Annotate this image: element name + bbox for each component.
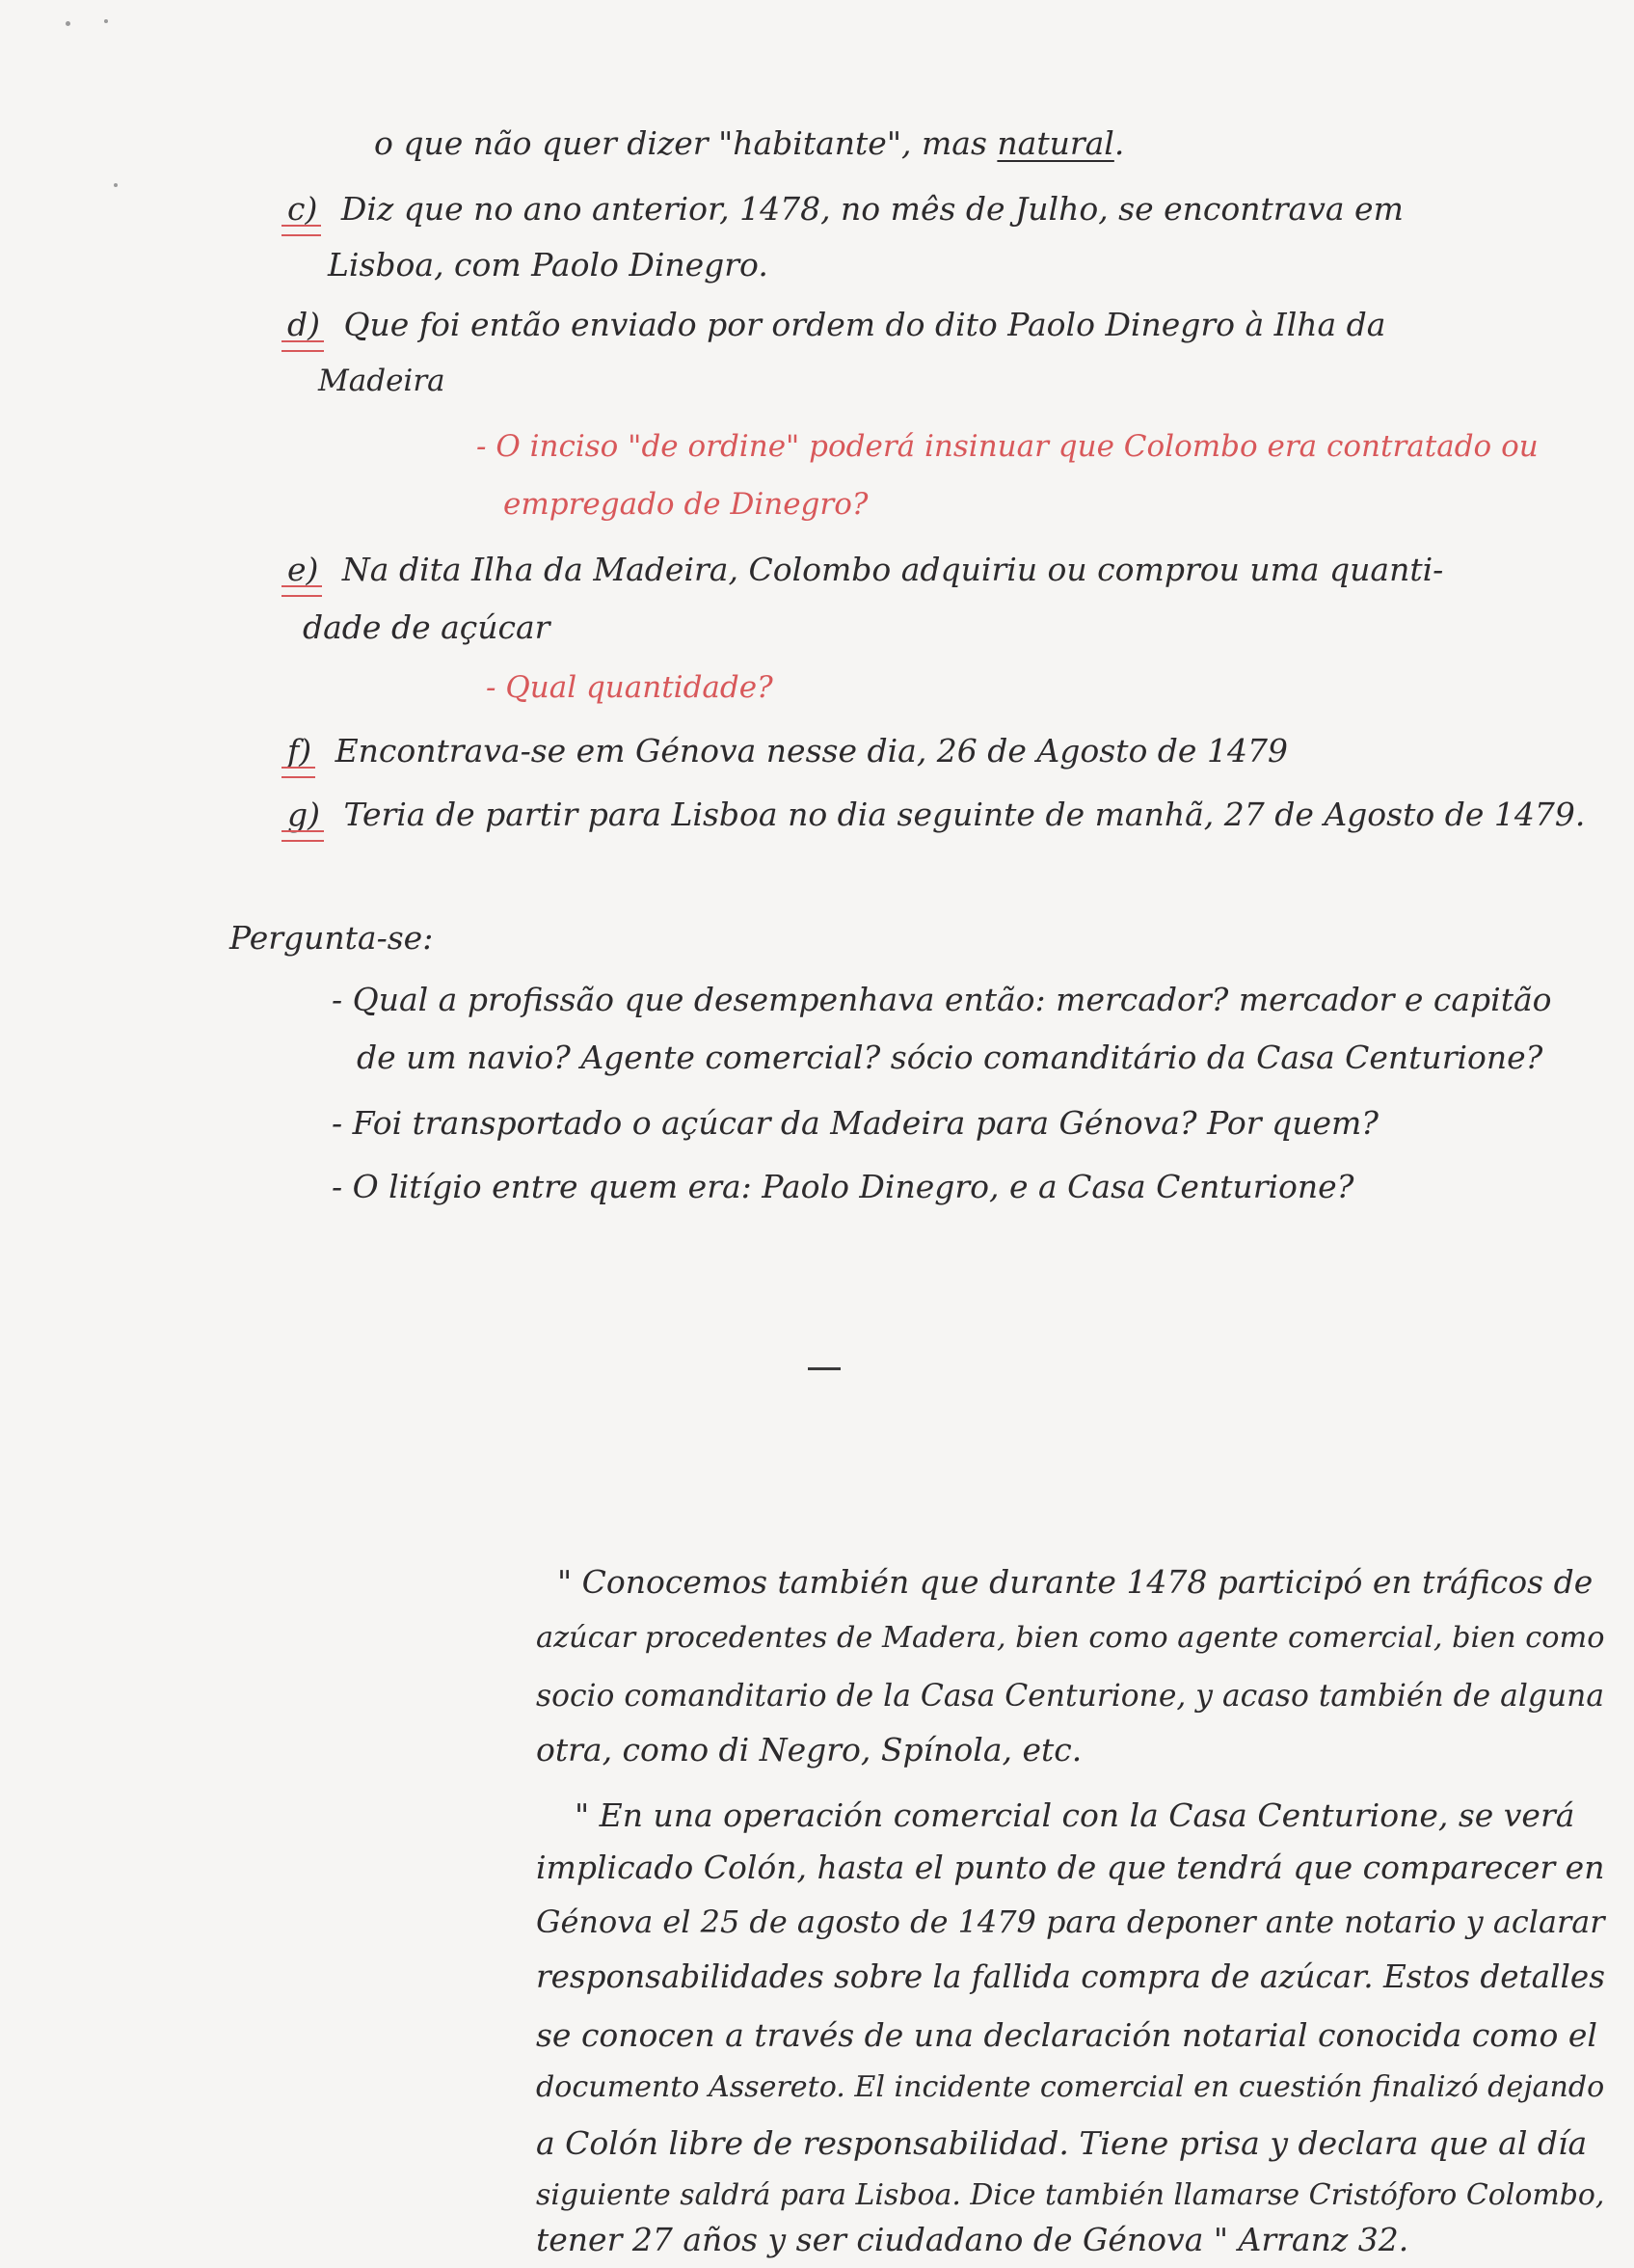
- item-c-text1: Diz que no ano anterior, 1478, no mês de Julho, se encontrava em: [340, 190, 1404, 228]
- quote-2-line: a Colón libre de responsabilidad. Tiene prisa y declara que al día: [536, 2124, 1588, 2162]
- item-g-text: Teria de partir para Lisboa no dia seguinte de manhã, 27 de Agosto de 1479.: [343, 796, 1586, 833]
- quote-2-line: documento Assereto. El incidente comercial en cuestión finalizó dejando: [536, 2070, 1605, 2104]
- question-1-line1: - Qual a profissão que desempenhava então: mercador? mercador e capitão: [332, 981, 1552, 1018]
- quote-2-line: " En una operación comercial con la Casa Centurione, se verá: [575, 1796, 1575, 1834]
- intro-pre: o que não quer dizer "habitante", mas: [374, 124, 998, 162]
- item-f-line: [287, 732, 1288, 770]
- item-c-line2: Lisboa, com Paolo Dinegro.: [328, 246, 768, 284]
- quote-1-line: socio comanditario de la Casa Centurione, y acaso también de alguna: [536, 1679, 1605, 1714]
- quote-2-line: se conocen a través de una declaración notarial conocida como el: [536, 2016, 1597, 2054]
- item-d-note-line2: empregado de Dinegro?: [503, 487, 869, 522]
- section-divider: [808, 1367, 841, 1370]
- item-d-text1: Que foi então enviado por ordem do dito Paolo Dinegro à Ilha da: [343, 306, 1386, 343]
- quote-2-line: implicado Colón, hasta el punto de que tendrá que comparecer en: [536, 1849, 1605, 1886]
- item-d-line2: Madeira: [318, 364, 445, 398]
- quote-2-line: Génova el 25 de agosto de 1479 para deponer ante notario y aclarar: [536, 1904, 1605, 1940]
- question-2: - Foi transportado o açúcar da Madeira para Génova? Por quem?: [332, 1104, 1379, 1142]
- question-3: - O litígio entre quem era: Paolo Dinegro, e a Casa Centurione?: [332, 1168, 1354, 1205]
- item-e-line1: [287, 551, 1444, 588]
- item-e-label: e): [287, 551, 319, 588]
- item-c-line1: [287, 190, 1404, 228]
- quote-1-line: azúcar procedentes de Madera, bien como agente comercial, bien como: [536, 1621, 1605, 1655]
- quote-2-line: tener 27 años y ser ciudadano de Génova " Arranz 32.: [536, 2221, 1409, 2258]
- intro-line: [374, 124, 1125, 162]
- item-g-label: g): [287, 796, 320, 833]
- item-e-text1: Na dita Ilha da Madeira, Colombo adquiriu ou comprou uma quanti-: [341, 551, 1444, 588]
- item-e-note: - Qual quantidade?: [486, 670, 773, 705]
- quote-2-line: responsabilidades sobre la fallida compra de azúcar. Estos detalles: [536, 1958, 1605, 1995]
- item-d-note-line1: - O inciso "de ordine" poderá insinuar que Colombo era contratado ou: [476, 429, 1539, 464]
- questions-heading: Pergunta-se:: [229, 919, 434, 957]
- item-c-label: c): [287, 190, 318, 228]
- quote-1-line: otra, como di Negro, Spínola, etc.: [536, 1731, 1083, 1768]
- item-e-line2: dade de açúcar: [303, 608, 550, 646]
- quote-2-line: siguiente saldrá para Lisboa. Dice también llamarse Cristóforo Colombo,: [536, 2178, 1605, 2212]
- paper-speck: [114, 183, 118, 187]
- intro-natural: natural: [997, 124, 1114, 162]
- item-g-line: [287, 796, 1586, 833]
- item-f-label: f): [287, 732, 312, 770]
- item-d-label: d): [287, 306, 320, 343]
- item-d-line1: [287, 306, 1386, 343]
- question-1-line2: de um navio? Agente comercial? sócio comanditário da Casa Centurione?: [357, 1039, 1543, 1076]
- paper-speck: [66, 21, 70, 26]
- intro-post: .: [1113, 124, 1125, 162]
- paper-speck: [104, 19, 108, 23]
- item-f-text: Encontrava-se em Génova nesse dia, 26 de Agosto de 1479: [335, 732, 1288, 770]
- quote-1-line: " Conocemos también que durante 1478 participó en tráficos de: [557, 1563, 1594, 1601]
